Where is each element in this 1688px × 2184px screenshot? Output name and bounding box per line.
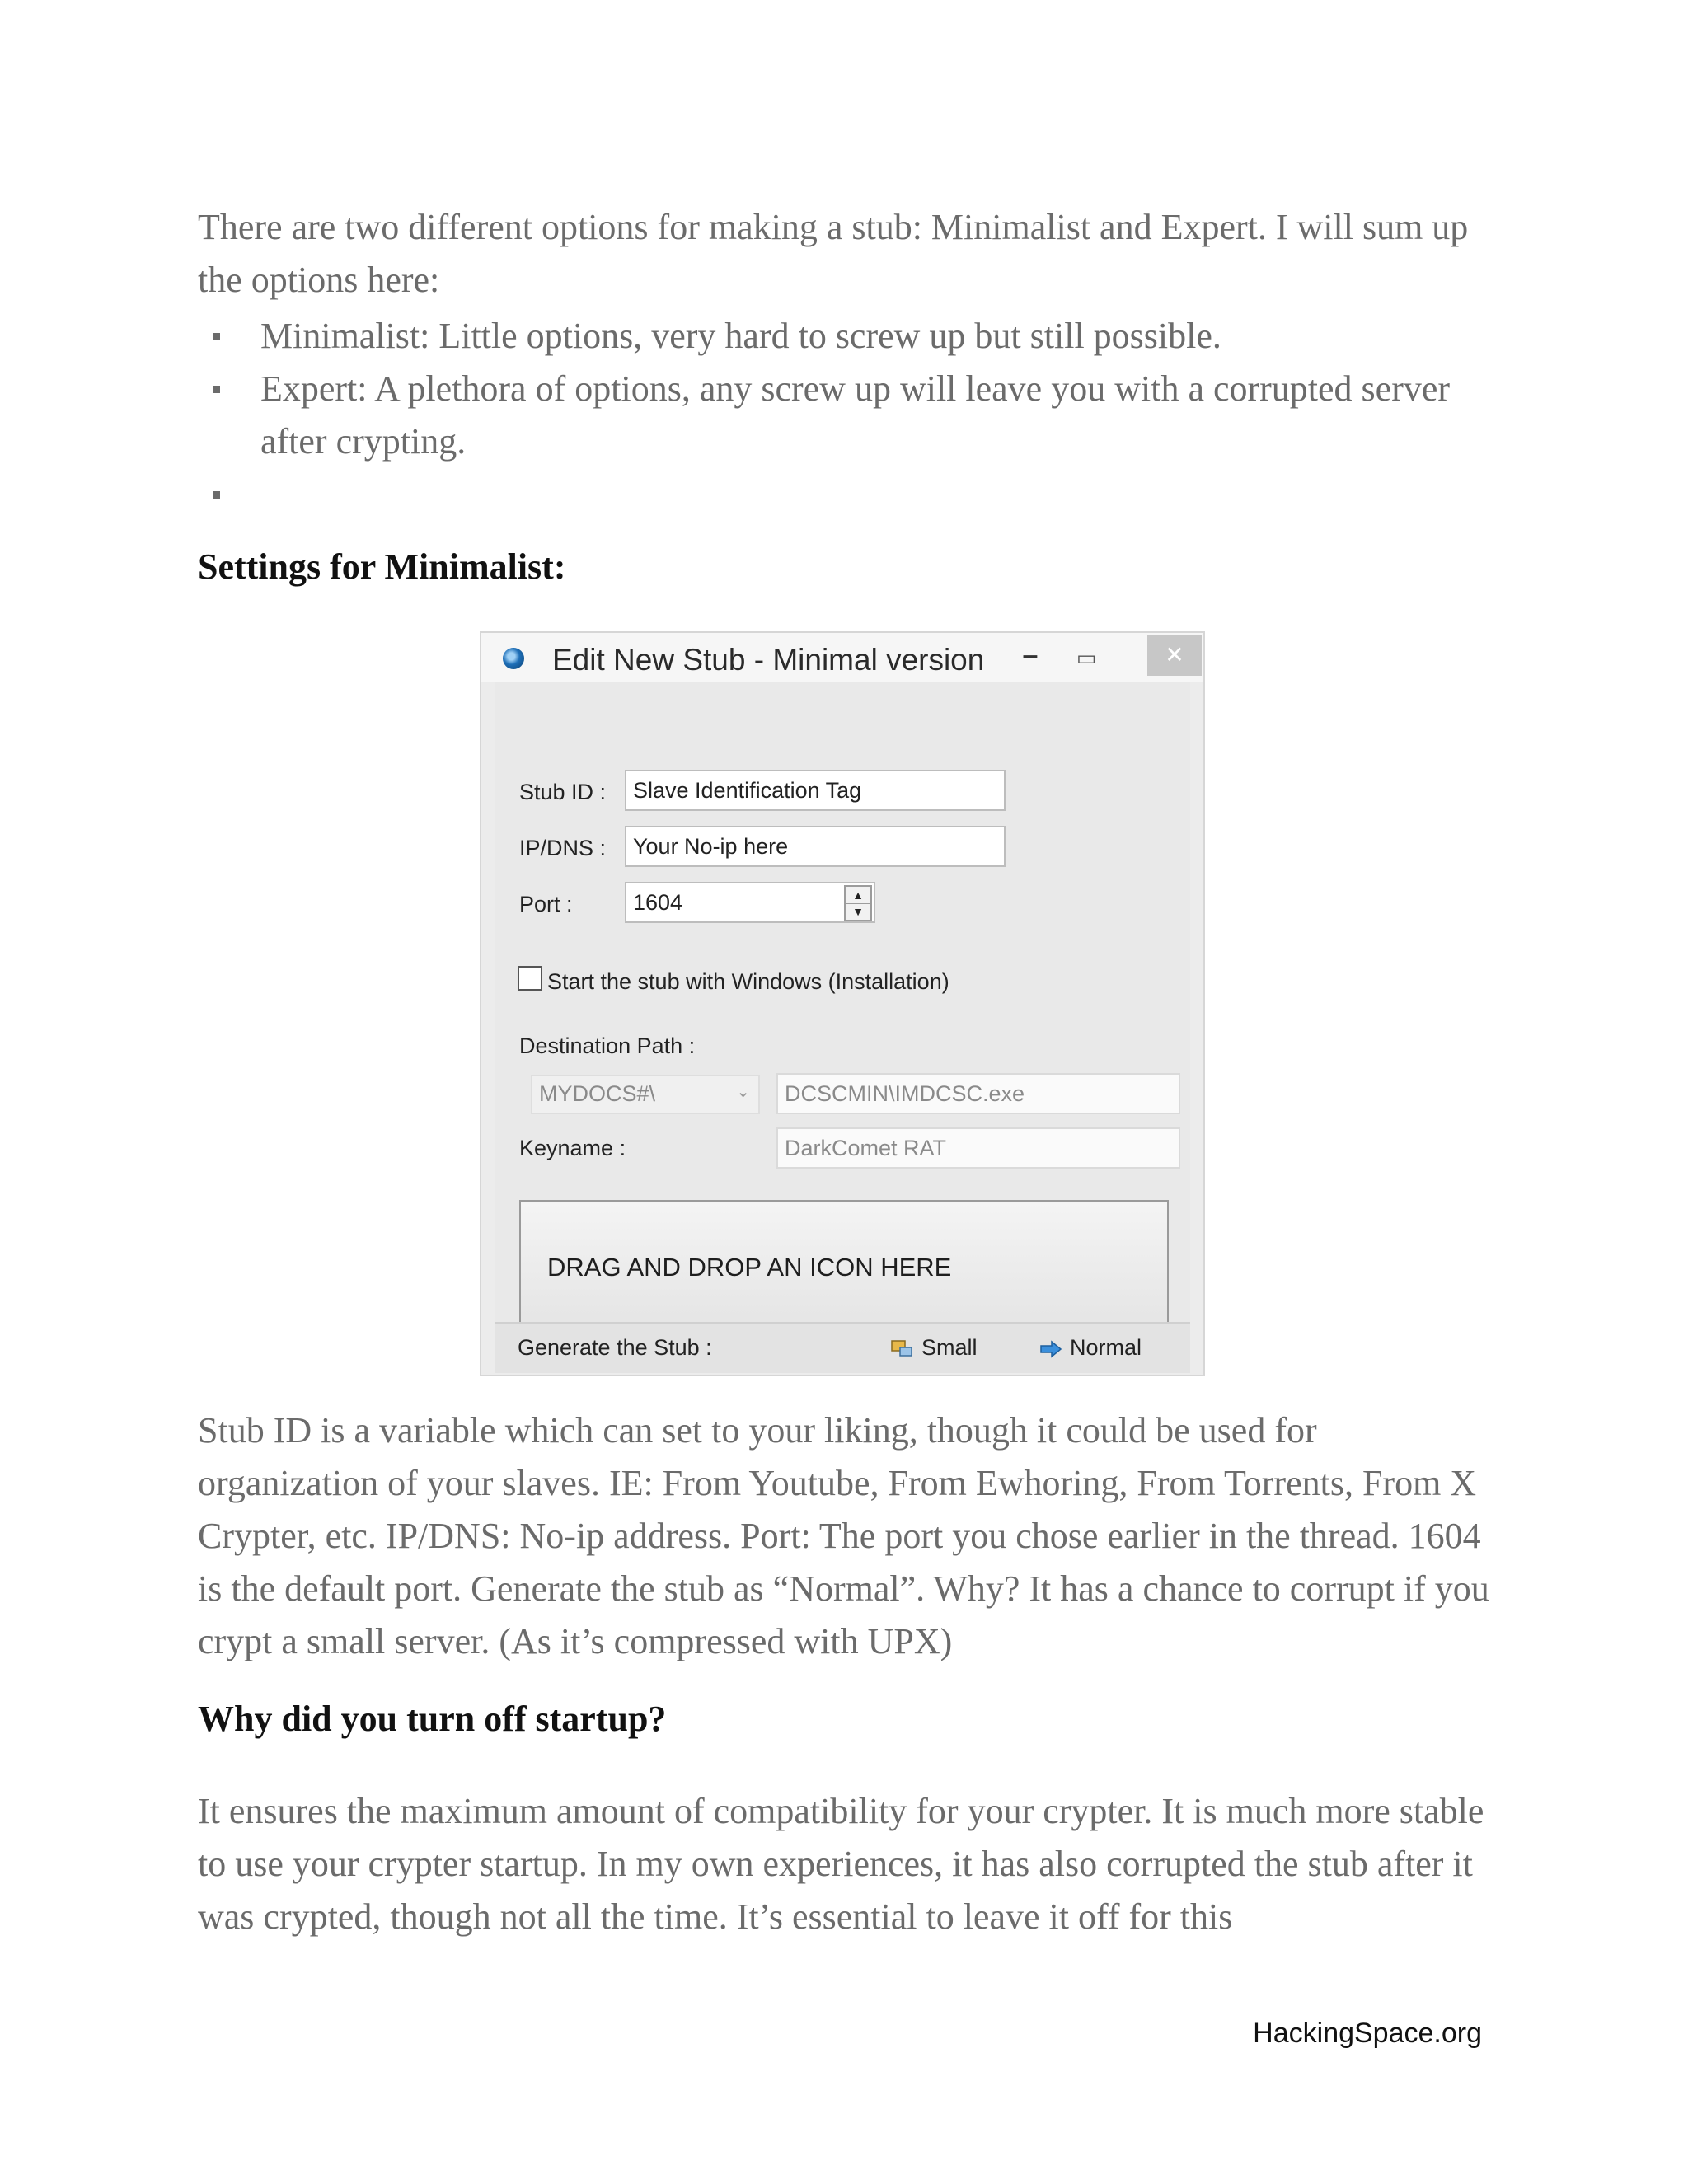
list-item-expert: Expert: A plethora of options, any screw up will leave you with a corrupted server after crypting.: [198, 363, 1500, 468]
ip-dns-input[interactable]: [625, 826, 1006, 867]
heading-minimalist: Settings for Minimalist:: [198, 546, 566, 587]
startup-checkbox[interactable]: [518, 966, 542, 991]
stub-id-input[interactable]: [625, 770, 1006, 811]
explanation-paragraph: Stub ID is a variable which can set to your liking, though it could be used for organization of your slaves. IE: From Youtube, From Ewhoring, From Torrents, From X Crypter, etc. IP/DNS: No-ip address. Port: The port you chose earlier in the thread. 1604 is the default port. Generate the stub as “Normal”. Why? It has a chance to corrupt if you crypt a small server. (As it’s compressed with UPX): [198, 1410, 1489, 1661]
destination-path-label: Destination Path :: [519, 1033, 696, 1058]
generate-label: Generate the Stub :: [518, 1335, 712, 1360]
dialog-title: Edit New Stub - Minimal version: [552, 643, 985, 677]
keyname-label: Keyname :: [519, 1136, 626, 1160]
generate-bar: [495, 1322, 1190, 1373]
dropzone-text: DRAG AND DROP AN ICON HERE: [547, 1253, 952, 1282]
small-label: Small: [921, 1335, 978, 1360]
spinner-down-icon[interactable]: ▼: [852, 905, 864, 918]
list-item-minimalist: Minimalist: Little options, very hard to screw up but still possible.: [198, 310, 1500, 363]
port-input[interactable]: [625, 882, 875, 923]
startup-paragraph: It ensures the maximum amount of compatibility for your crypter. It is much more stable to use your crypter startup. In my own experiences, it has also corrupted the stub after it was crypted, though not all the time. It’s essential to leave it off for this: [198, 1791, 1484, 1937]
stub-dialog: [480, 631, 1205, 1376]
icon-dropzone[interactable]: [519, 1200, 1169, 1335]
small-button[interactable]: [890, 1335, 978, 1361]
normal-button[interactable]: [1039, 1335, 1142, 1361]
intro-paragraph: There are two different options for making a stub: Minimalist and Expert. I will sum up the options here:: [198, 207, 1469, 300]
list-item-empty: [198, 468, 1500, 521]
combo-chevron-icon: ⌄: [736, 1083, 750, 1101]
normal-label: Normal: [1070, 1335, 1142, 1360]
footer-site: HackingSpace.org: [1253, 2018, 1482, 2049]
destination-combo-value: MYDOCS#\: [539, 1081, 656, 1106]
small-stub-icon: [890, 1339, 915, 1359]
stub-id-label: Stub ID :: [519, 780, 607, 804]
heading-startup: Why did you turn off startup?: [198, 1699, 667, 1739]
maximize-button[interactable]: ▭: [1076, 645, 1097, 670]
dialog-body: [495, 682, 1190, 1322]
destination-combo[interactable]: [531, 1075, 760, 1114]
keyname-input[interactable]: [776, 1127, 1180, 1169]
minimize-button[interactable]: –: [1022, 640, 1039, 671]
spinner-up-icon[interactable]: ▲: [846, 887, 870, 904]
startup-label[interactable]: Start the stub with Windows (Installation): [547, 969, 950, 994]
normal-stub-icon: [1039, 1339, 1063, 1359]
options-list: [198, 310, 1500, 521]
port-stepper[interactable]: [844, 885, 872, 921]
port-label: Port :: [519, 892, 573, 916]
dialog-titlebar[interactable]: [481, 633, 1203, 682]
destination-path-input[interactable]: [776, 1073, 1180, 1114]
dialog-app-icon: [503, 648, 524, 669]
ip-dns-label: IP/DNS :: [519, 836, 607, 860]
close-button[interactable]: ✕: [1147, 635, 1202, 676]
